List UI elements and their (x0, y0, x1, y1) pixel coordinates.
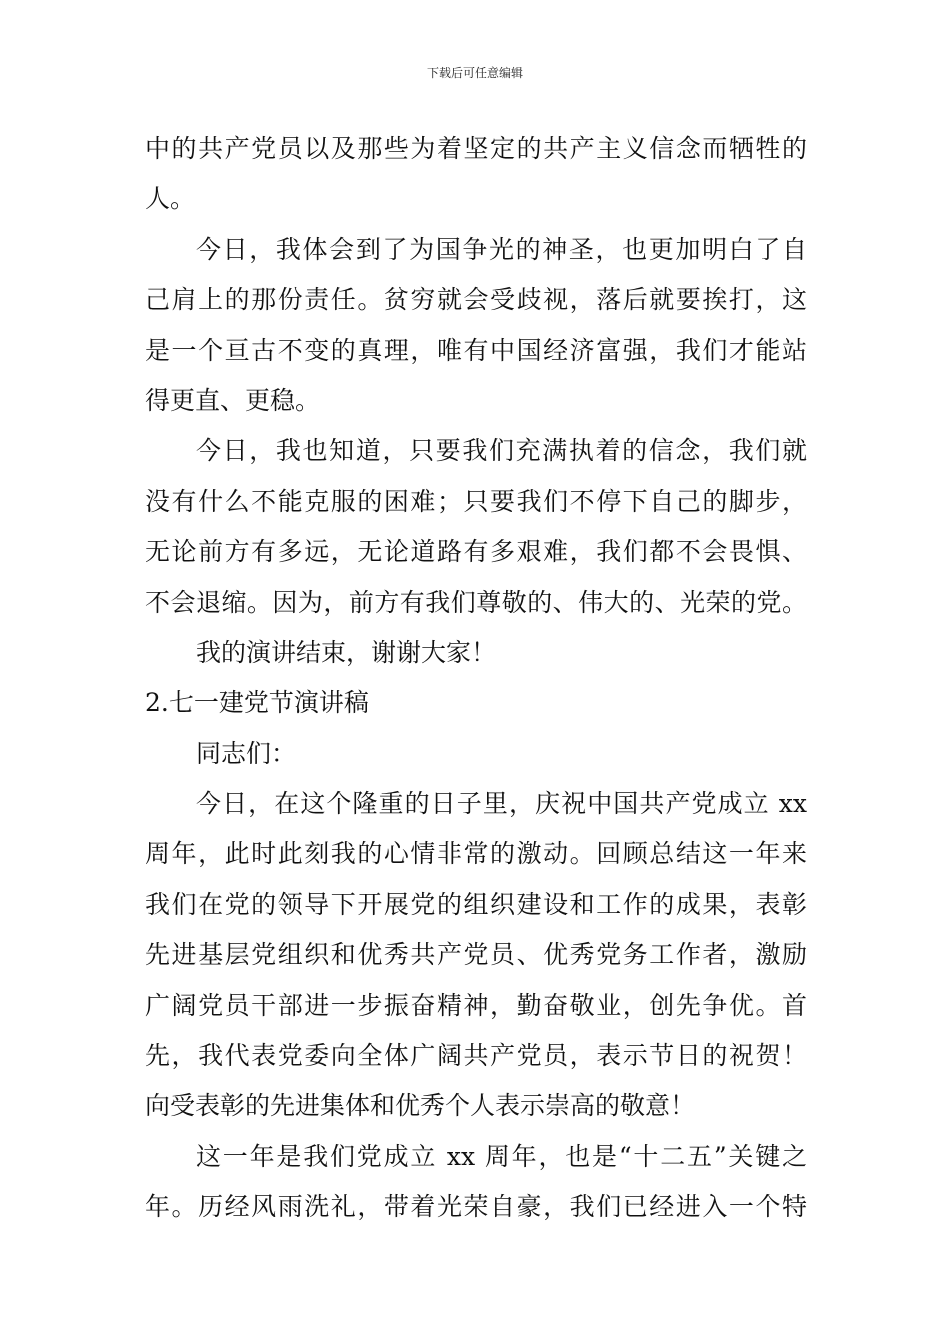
text-line: 先进基层党组织和优秀共产党员、优秀党务工作者，激励 (145, 940, 807, 970)
text-line: 这一年是我们党成立 xx 周年，也是“十二五”关键之 (196, 1141, 807, 1171)
text-line: 没有什么不能克服的困难；只要我们不停下自己的脚步， (145, 486, 807, 516)
text-line: 己肩上的那份责任。贫穷就会受歧视，落后就要挨打，这 (145, 285, 807, 315)
text-line: 中的共产党员以及那些为着坚定的共产主义信念而牺牲的 (145, 134, 807, 163)
text-line: 是一个亘古不变的真理，唯有中国经济富强，我们才能站 (145, 335, 807, 365)
text-line: 同志们： (196, 738, 297, 768)
body-text (145, 124, 807, 1233)
text-line: 得更直、更稳。 (145, 385, 321, 415)
text-line: 年。历经风雨洗礼，带着光荣自豪，我们已经进入一个特 (145, 1192, 807, 1222)
text-line: 2.七一建党节演讲稿 (145, 688, 369, 718)
text-line: 向受表彰的先进集体和优秀个人表示崇高的敬意！ (145, 1091, 696, 1121)
text-line: 不会退缩。因为，前方有我们尊敬的、伟大的、光荣的党。 (145, 587, 807, 617)
text-line: 今日，我也知道，只要我们充满执着的信念，我们就 (196, 436, 807, 466)
text-line: 我们在党的领导下开展党的组织建设和工作的成果，表彰 (145, 889, 807, 919)
text-line: 今日，我体会到了为国争光的神圣，也更加明白了自 (196, 234, 807, 264)
text-line: 今日，在这个隆重的日子里，庆祝中国共产党成立 xx (196, 789, 807, 819)
text-line: 我的演讲结束，谢谢大家！ (196, 637, 497, 667)
text-line: 人。 (145, 184, 196, 214)
text-line: 无论前方有多远，无论道路有多艰难，我们都不会畏惧、 (145, 537, 807, 567)
text-line: 广阔党员干部进一步振奋精神，勤奋敬业，创先争优。首 (145, 990, 807, 1020)
text-line: 周年，此时此刻我的心情非常的激动。回顾总结这一年来 (145, 839, 807, 869)
text-line: 先，我代表党委向全体广阔共产党员，表示节日的祝贺！ (145, 1041, 807, 1071)
page-header: 下载后可任意编辑 (426, 66, 523, 80)
